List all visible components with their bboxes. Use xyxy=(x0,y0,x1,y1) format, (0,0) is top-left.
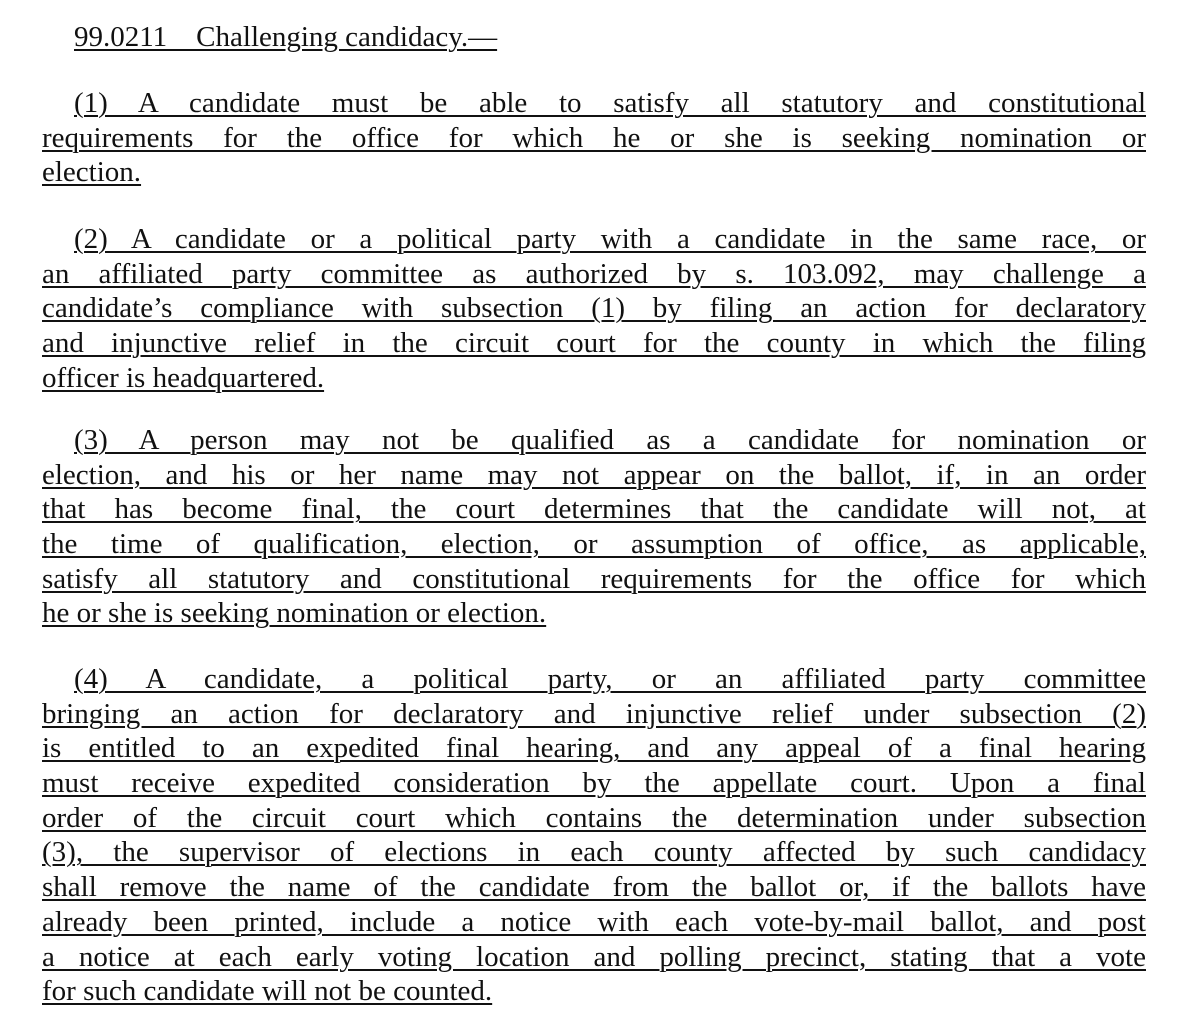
text-line: candidate’s compliance with subsection (1) by filing an action for declaratory xyxy=(42,292,1146,325)
text-line: already been printed, include a notice with each vote-by-mail ballot, and post xyxy=(42,905,1146,938)
text-line: for such candidate will not be counted. xyxy=(42,975,493,1008)
text-line: shall remove the name of the candidate from the ballot or, if the ballots have xyxy=(42,871,1146,904)
text-line: he or she is seeking nomination or election. xyxy=(42,597,547,630)
text-line: order of the circuit court which contains the determination under subsection xyxy=(42,801,1146,834)
text-line: an affiliated party committee as authorized by s. 103.092, may challenge a xyxy=(42,257,1146,290)
text-line: is entitled to an expedited final hearing, and any appeal of a final hearing xyxy=(42,732,1146,765)
text-line: election. xyxy=(42,156,142,189)
text-line: (4) A candidate, a political party, or an affiliated party committee xyxy=(74,663,1146,695)
text-line: (3), the supervisor of elections in each county affected by such candidacy xyxy=(42,836,1146,869)
text-line: (1) A candidate must be able to satisfy all statutory and constitutional xyxy=(74,87,1146,119)
text-line: the time of qualification, election, or assumption of office, as applicable, xyxy=(42,528,1146,561)
text-line: and injunctive relief in the circuit court for the county in which the filing xyxy=(42,327,1146,360)
text-line: officer is headquartered. xyxy=(42,361,325,394)
text-line: (2) A candidate or a political party with a candidate in the same race, or xyxy=(74,223,1146,255)
text-line: election, and his or her name may not appear on the ballot, if, in an order xyxy=(42,458,1146,491)
section-heading: 99.0211 Challenging candidacy.— xyxy=(74,21,498,53)
subsection-4 xyxy=(42,662,1146,1009)
text-line: that has become final, the court determines that the candidate will not, at xyxy=(42,493,1146,526)
subsection-3 xyxy=(42,423,1146,631)
text-line: (3) A person may not be qualified as a candidate for nomination or xyxy=(74,424,1146,456)
text-line: satisfy all statutory and constitutional requirements for the office for which xyxy=(42,562,1146,595)
subsection-1 xyxy=(42,86,1146,190)
text-line: requirements for the office for which he or she is seeking nomination or xyxy=(42,121,1146,154)
text-line: bringing an action for declaratory and injunctive relief under subsection (2) xyxy=(42,697,1146,730)
text-line: must receive expedited consideration by the appellate court. Upon a final xyxy=(42,767,1146,800)
text-line: a notice at each early voting location and polling precinct, stating that a vote xyxy=(42,940,1146,973)
subsection-2 xyxy=(42,222,1146,395)
